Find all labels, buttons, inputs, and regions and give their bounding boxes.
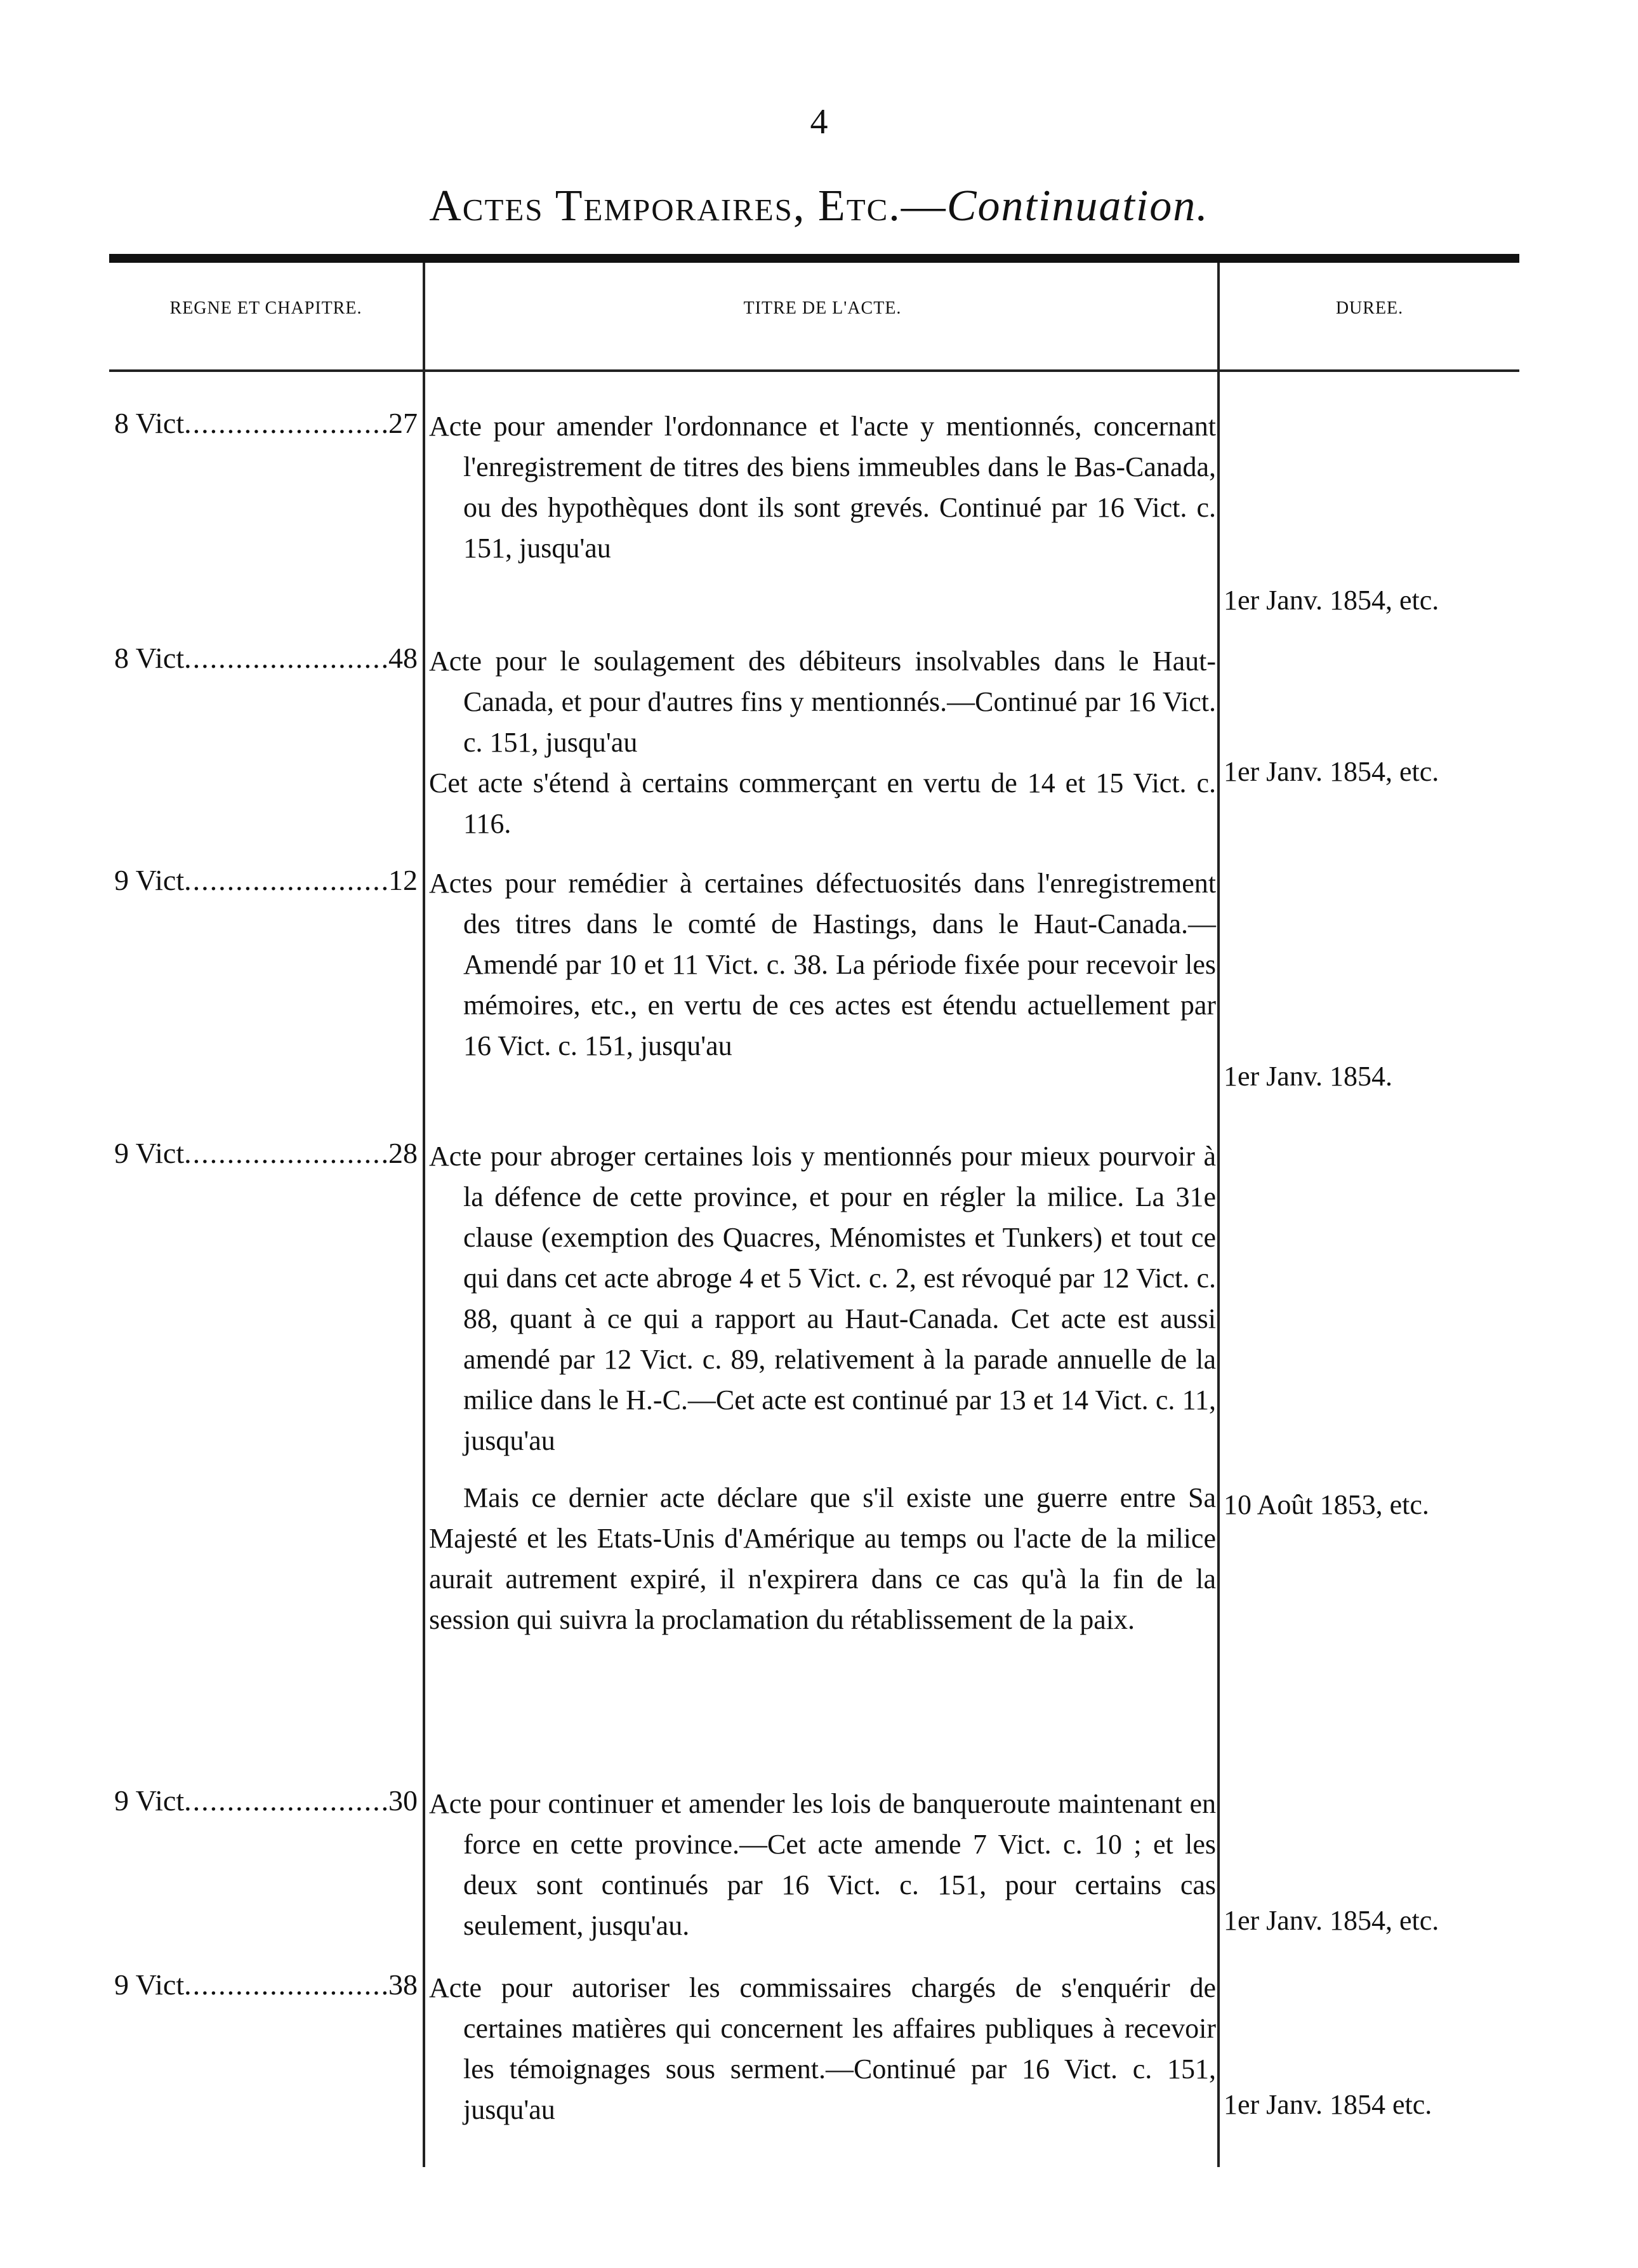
entry-regne: 9 Vict ..... 38 [114,1968,418,2001]
entry-title [429,406,1216,569]
title-main: Actes Temporaires, Etc.— [429,182,947,230]
entry-title [429,641,1216,844]
entry-regne: 9 Vict ..... 30 [114,1784,418,1817]
entry-paragraph: Acte pour abroger certaines lois y mentionnés pour mieux pourvoir à la défence de cette province, et pour en régler la milice. La 31e clause (exemption des Quacres, Ménomistes et Tunkers) et tout ce qui dans cet acte abroge 4 et 5 Vict. c. 2, est révoqué par 12 Vict. c. 88, quant à ce qui a rapport au Haut-Canada. Cet acte est aussi amendé par 12 Vict. c. 89, relativement à la parade annuelle de la milice dans le H.-C.—Cet acte est continué par 13 et 14 Vict. c. 11, jusqu'au [429,1141,1216,1456]
entry-paragraph: Mais ce dernier acte déclare que s'il existe une guerre entre Sa Majesté et les Etats-Unis d'Amérique au temps ou l'acte de la milice aurait autrement expiré, il n'expirera dans ce cas qu'à la fin de la session qui suivra la proclamation du rétablissement de la paix. [429,1482,1216,1635]
entry-regne: 9 Vict ..... 28 [114,1136,418,1170]
column-divider-left [423,263,425,2167]
entry-duree: 10 Août 1853, etc. [1224,1489,1429,1520]
entry-title [429,863,1216,1066]
entry-duree: 1er Janv. 1854, etc. [1224,756,1439,787]
column-divider-right [1217,263,1220,2167]
title-continuation: Continuation. [946,182,1209,230]
page-title [0,181,1638,232]
entry-duree: 1er Janv. 1854. [1224,1061,1392,1092]
entry-paragraph: Cet acte s'étend à certains commerçant en vertu de 14 et 15 Vict. c. 116. [429,767,1216,839]
column-header-regne: REGNE ET CHAPITRE. [169,298,362,318]
entry-duree: 1er Janv. 1854 etc. [1224,2089,1432,2120]
entry-paragraph: Actes pour remédier à certaines défectuosités dans l'enregistrement des titres dans le comté de Hastings, dans le Haut-Canada.—Amendé par 10 et 11 Vict. c. 38. La période fixée pour recevoir les mémoires, etc., en vertu de ces actes est étendu actuellement par 16 Vict. c. 151, jusqu'au [429,868,1216,1061]
page-number: 4 [810,102,828,142]
entry-title [429,1784,1216,1946]
entry-title [429,1136,1216,1640]
entry-regne: 9 Vict ..... 12 [114,863,418,897]
entry-paragraph: Acte pour autoriser les commissaires chargés de s'enquérir de certaines matières qui concernent les affaires publiques à recevoir les témoignages sous serment.—Continué par 16 Vict. c. 151, jusqu'au [429,1972,1216,2125]
entry-regne: 8 Vict ..... 27 [114,406,418,440]
entry-title [429,1968,1216,2130]
entry-paragraph: Acte pour le soulagement des débiteurs insolvables dans le Haut-Canada, et pour d'autres fins y mentionnés.—Continué par 16 Vict. c. 151, jusqu'au [429,646,1216,758]
entry-duree: 1er Janv. 1854, etc. [1224,1905,1439,1936]
column-header-titre: TITRE DE L'ACTE. [743,298,902,318]
header-rule-thick [109,254,1519,263]
column-header-duree: DUREE. [1335,298,1404,318]
header-rule-bottom [109,369,1519,372]
entry-duree: 1er Janv. 1854, etc. [1224,585,1439,616]
entry-paragraph: Acte pour amender l'ordonnance et l'acte y mentionnés, concernant l'enregistrement de titres des biens immeubles dans le Bas-Canada, ou des hypothèques dont ils sont grevés. Continué par 16 Vict. c. 151, jusqu'au [429,411,1216,564]
entry-paragraph: Acte pour continuer et amender les lois de banqueroute maintenant en force en cette province.—Cet acte amende 7 Vict. c. 10 ; et les deux sont continués par 16 Vict. c. 151, pour certains cas seulement, jusqu'au. [429,1788,1216,1941]
entry-regne: 8 Vict ..... 48 [114,641,418,675]
